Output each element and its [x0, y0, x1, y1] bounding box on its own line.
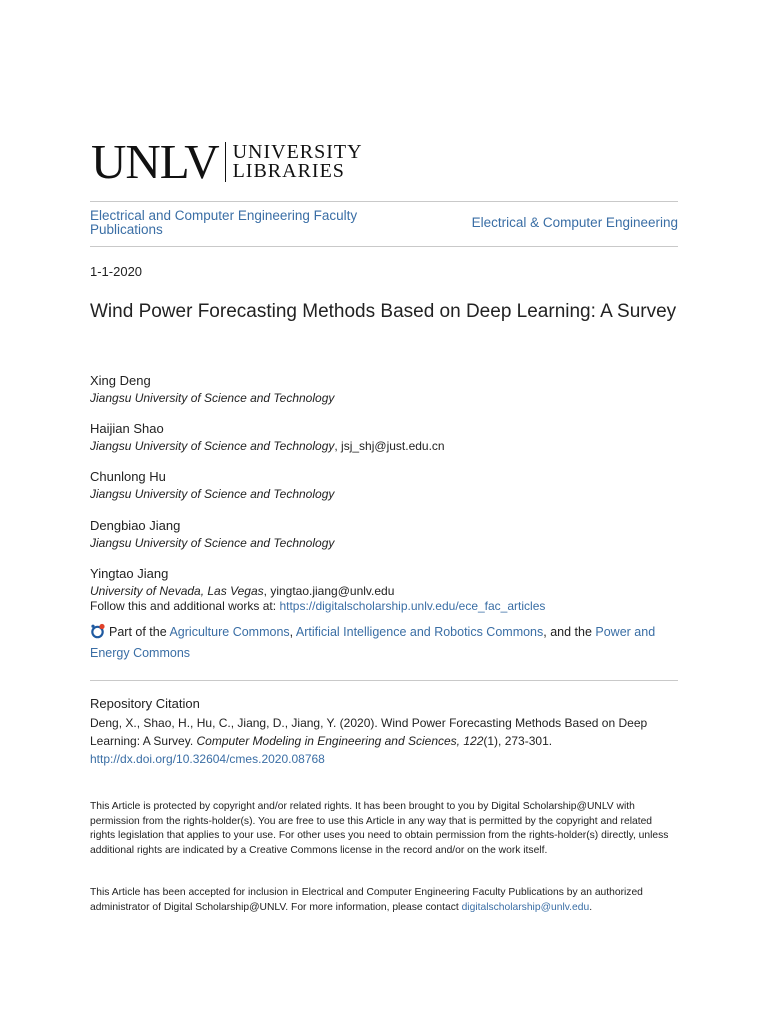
nav-divider	[90, 246, 678, 247]
author-affiliation: Jiangsu University of Science and Technology, jsj_shj@just.edu.cn	[90, 439, 445, 453]
collection-url-link[interactable]: https://digitalscholarship.unlv.edu/ece_fac_articles	[279, 599, 546, 613]
author-name: Xing Deng	[90, 373, 151, 388]
author-name: Yingtao Jiang	[90, 566, 169, 581]
copyright-notice: This Article is protected by copyright and/or related rights. It has been brought to you by Digital Scholarship@UNLV with permission from the rights-holder(s). You are free to use this Article in any way that is permitted by the copyright and related rights legislation that applies to your use. For other uses you need to obtain permission from the rights-holder(s) directly, unless additional rights are indicated by a Creative Commons license in the record and/or on the work itself.	[90, 801, 669, 856]
author-affiliation: Jiangsu University of Science and Technology	[90, 487, 335, 501]
network-commons-icon	[90, 623, 106, 639]
inclusion-notice: This Article has been accepted for inclusion in Electrical and Computer Engineering Faculty Publications by an authorized administrator of Digital Scholarship@UNLV. For more information, please contact digitalscholarship@unlv.edu.	[90, 887, 643, 913]
logo-unlv-wordmark: UNLV	[91, 134, 219, 189]
faculty-publications-link[interactable]: Electrical and Computer Engineering Faculty Publications	[90, 208, 358, 237]
power-energy-commons-link[interactable]: Power and Energy Commons	[90, 625, 656, 660]
author-5	[90, 566, 680, 599]
author-4	[90, 518, 680, 551]
article-title: Wind Power Forecasting Methods Based on Deep Learning: A Survey	[90, 301, 677, 322]
author-3	[90, 469, 680, 502]
repository-citation: Deng, X., Shao, H., Hu, C., Jiang, D., Jiang, Y. (2020). Wind Power Forecasting Methods Based on Deep Learning: A Survey. Computer Modeling in Engineering and Sciences, 122(1), 273-301. http://dx.doi.org/10.32604/cmes.2020.08768	[90, 716, 648, 766]
department-link[interactable]: Electrical & Computer Engineering	[471, 215, 678, 230]
author-2	[90, 421, 680, 454]
agriculture-commons-link[interactable]: Agriculture Commons	[169, 625, 290, 639]
follow-line: Follow this and additional works at: https://digitalscholarship.unlv.edu/ece_fac_articles	[90, 599, 546, 613]
logo-line-2: LIBRARIES	[232, 160, 345, 182]
logo-line-1: UNIVERSITY	[232, 141, 363, 163]
author-name: Haijian Shao	[90, 421, 164, 436]
unlv-libraries-logo	[91, 134, 363, 189]
author-email: , jsj_shj@just.edu.cn	[334, 439, 445, 453]
repository-citation-heading: Repository Citation	[90, 696, 200, 711]
author-1	[90, 373, 680, 406]
author-name: Chunlong Hu	[90, 469, 166, 484]
author-affiliation: Jiangsu University of Science and Technology	[90, 536, 335, 550]
doi-link[interactable]: http://dx.doi.org/10.32604/cmes.2020.08768	[90, 752, 325, 766]
logo-libraries-text	[233, 143, 363, 181]
contact-email-link[interactable]: digitalscholarship@unlv.edu	[461, 901, 590, 913]
part-of-commons: Part of the Agriculture Commons, Artificial Intelligence and Robotics Commons, and the Power and Energy Commons	[90, 625, 656, 660]
publication-date: 1-1-2020	[90, 264, 143, 279]
author-email: , yingtao.jiang@unlv.edu	[263, 584, 395, 598]
logo-divider	[225, 142, 226, 182]
ai-robotics-commons-link[interactable]: Artificial Intelligence and Robotics Commons	[295, 625, 544, 639]
author-affiliation: University of Nevada, Las Vegas, yingtao.jiang@unlv.edu	[90, 584, 395, 598]
journal-name: Computer Modeling in Engineering and Sciences, 122	[196, 734, 484, 748]
citation-divider	[90, 680, 678, 681]
author-affiliation: Jiangsu University of Science and Technology	[90, 391, 335, 405]
author-name: Dengbiao Jiang	[90, 518, 181, 533]
top-divider	[90, 201, 678, 202]
